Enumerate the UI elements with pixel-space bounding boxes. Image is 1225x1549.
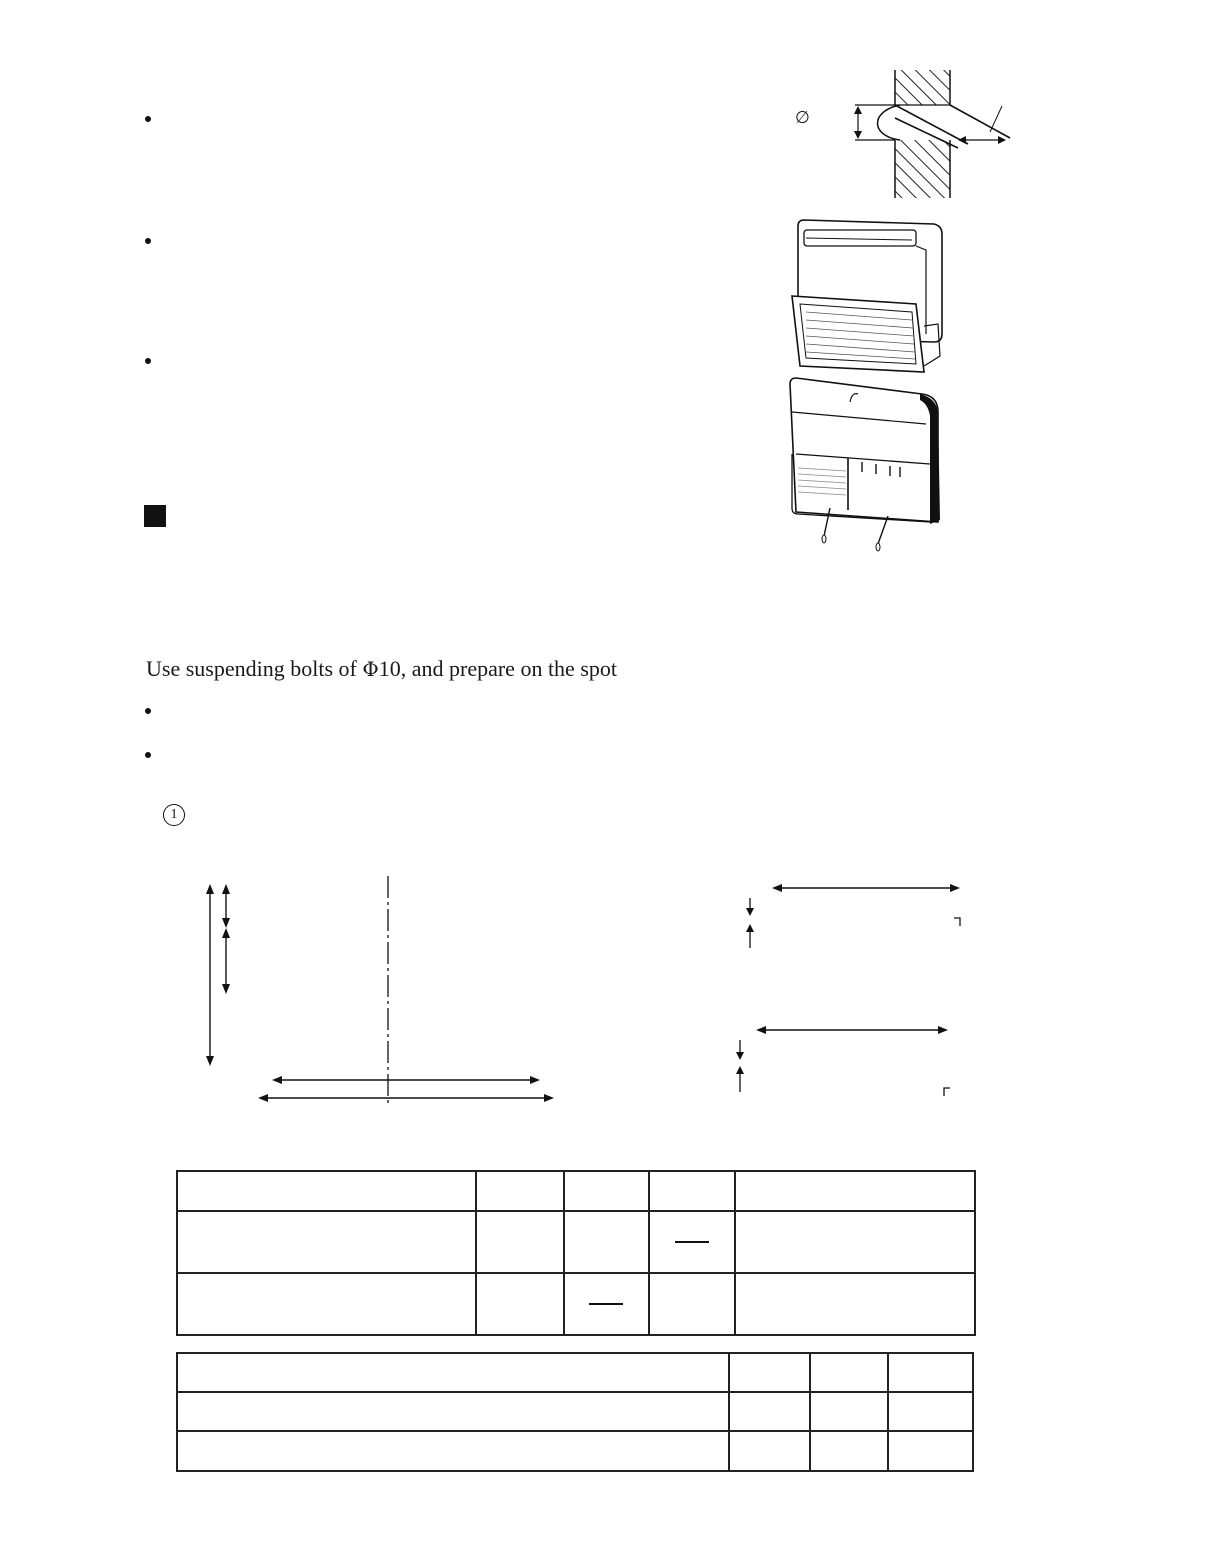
intro-text-after: 10, and prepare on the spot xyxy=(378,656,617,681)
table-cell xyxy=(735,1211,975,1273)
table-cell xyxy=(810,1392,888,1431)
spec-table-1 xyxy=(176,1170,976,1336)
table-cell xyxy=(177,1353,729,1392)
bullet-3 xyxy=(145,358,151,364)
intro-text-before: Use suspending bolts of xyxy=(146,656,363,681)
table-cell xyxy=(888,1392,973,1431)
table-cell xyxy=(649,1273,735,1335)
step-marker: 1 xyxy=(163,804,185,826)
spec-table-2 xyxy=(176,1352,974,1472)
intro-sentence xyxy=(146,656,617,682)
table-cell xyxy=(729,1392,811,1431)
dash-mark xyxy=(589,1303,623,1305)
indoor-unit-illustration-front xyxy=(780,372,960,562)
table-cell xyxy=(810,1431,888,1471)
table-row xyxy=(177,1273,975,1335)
table-cell xyxy=(476,1211,564,1273)
table-cell xyxy=(177,1392,729,1431)
table-row xyxy=(177,1171,975,1211)
table-row xyxy=(177,1392,973,1431)
table-cell xyxy=(888,1353,973,1392)
table-cell xyxy=(729,1431,811,1471)
table-cell xyxy=(177,1171,476,1211)
bullet-1 xyxy=(145,116,151,122)
indoor-unit-illustration-open xyxy=(784,216,954,386)
bolt-position-dimension-drawing xyxy=(190,870,610,1110)
table-cell xyxy=(888,1431,973,1471)
table-row xyxy=(177,1431,973,1471)
detail-dimension-drawing xyxy=(730,872,990,1112)
diameter-symbol: ∅ xyxy=(795,108,810,127)
bullet-2 xyxy=(145,238,151,244)
dash-mark xyxy=(675,1241,709,1243)
table-cell xyxy=(177,1273,476,1335)
wall-hole-diagram xyxy=(840,66,1040,206)
bullet-4 xyxy=(145,708,151,714)
table-cell xyxy=(177,1431,729,1471)
table-cell xyxy=(564,1171,649,1211)
table-cell xyxy=(735,1273,975,1335)
phi-symbol: Φ xyxy=(362,657,379,681)
table-cell-dash xyxy=(564,1273,649,1335)
table-row xyxy=(177,1353,973,1392)
section-marker xyxy=(144,505,166,527)
table-cell xyxy=(177,1211,476,1273)
table-cell xyxy=(729,1353,811,1392)
table-cell xyxy=(649,1171,735,1211)
table-cell xyxy=(476,1171,564,1211)
table-cell xyxy=(476,1273,564,1335)
table-cell xyxy=(810,1353,888,1392)
table-row xyxy=(177,1211,975,1273)
table-cell-dash xyxy=(649,1211,735,1273)
table-cell xyxy=(564,1211,649,1273)
bullet-5 xyxy=(145,752,151,758)
table-cell xyxy=(735,1171,975,1211)
